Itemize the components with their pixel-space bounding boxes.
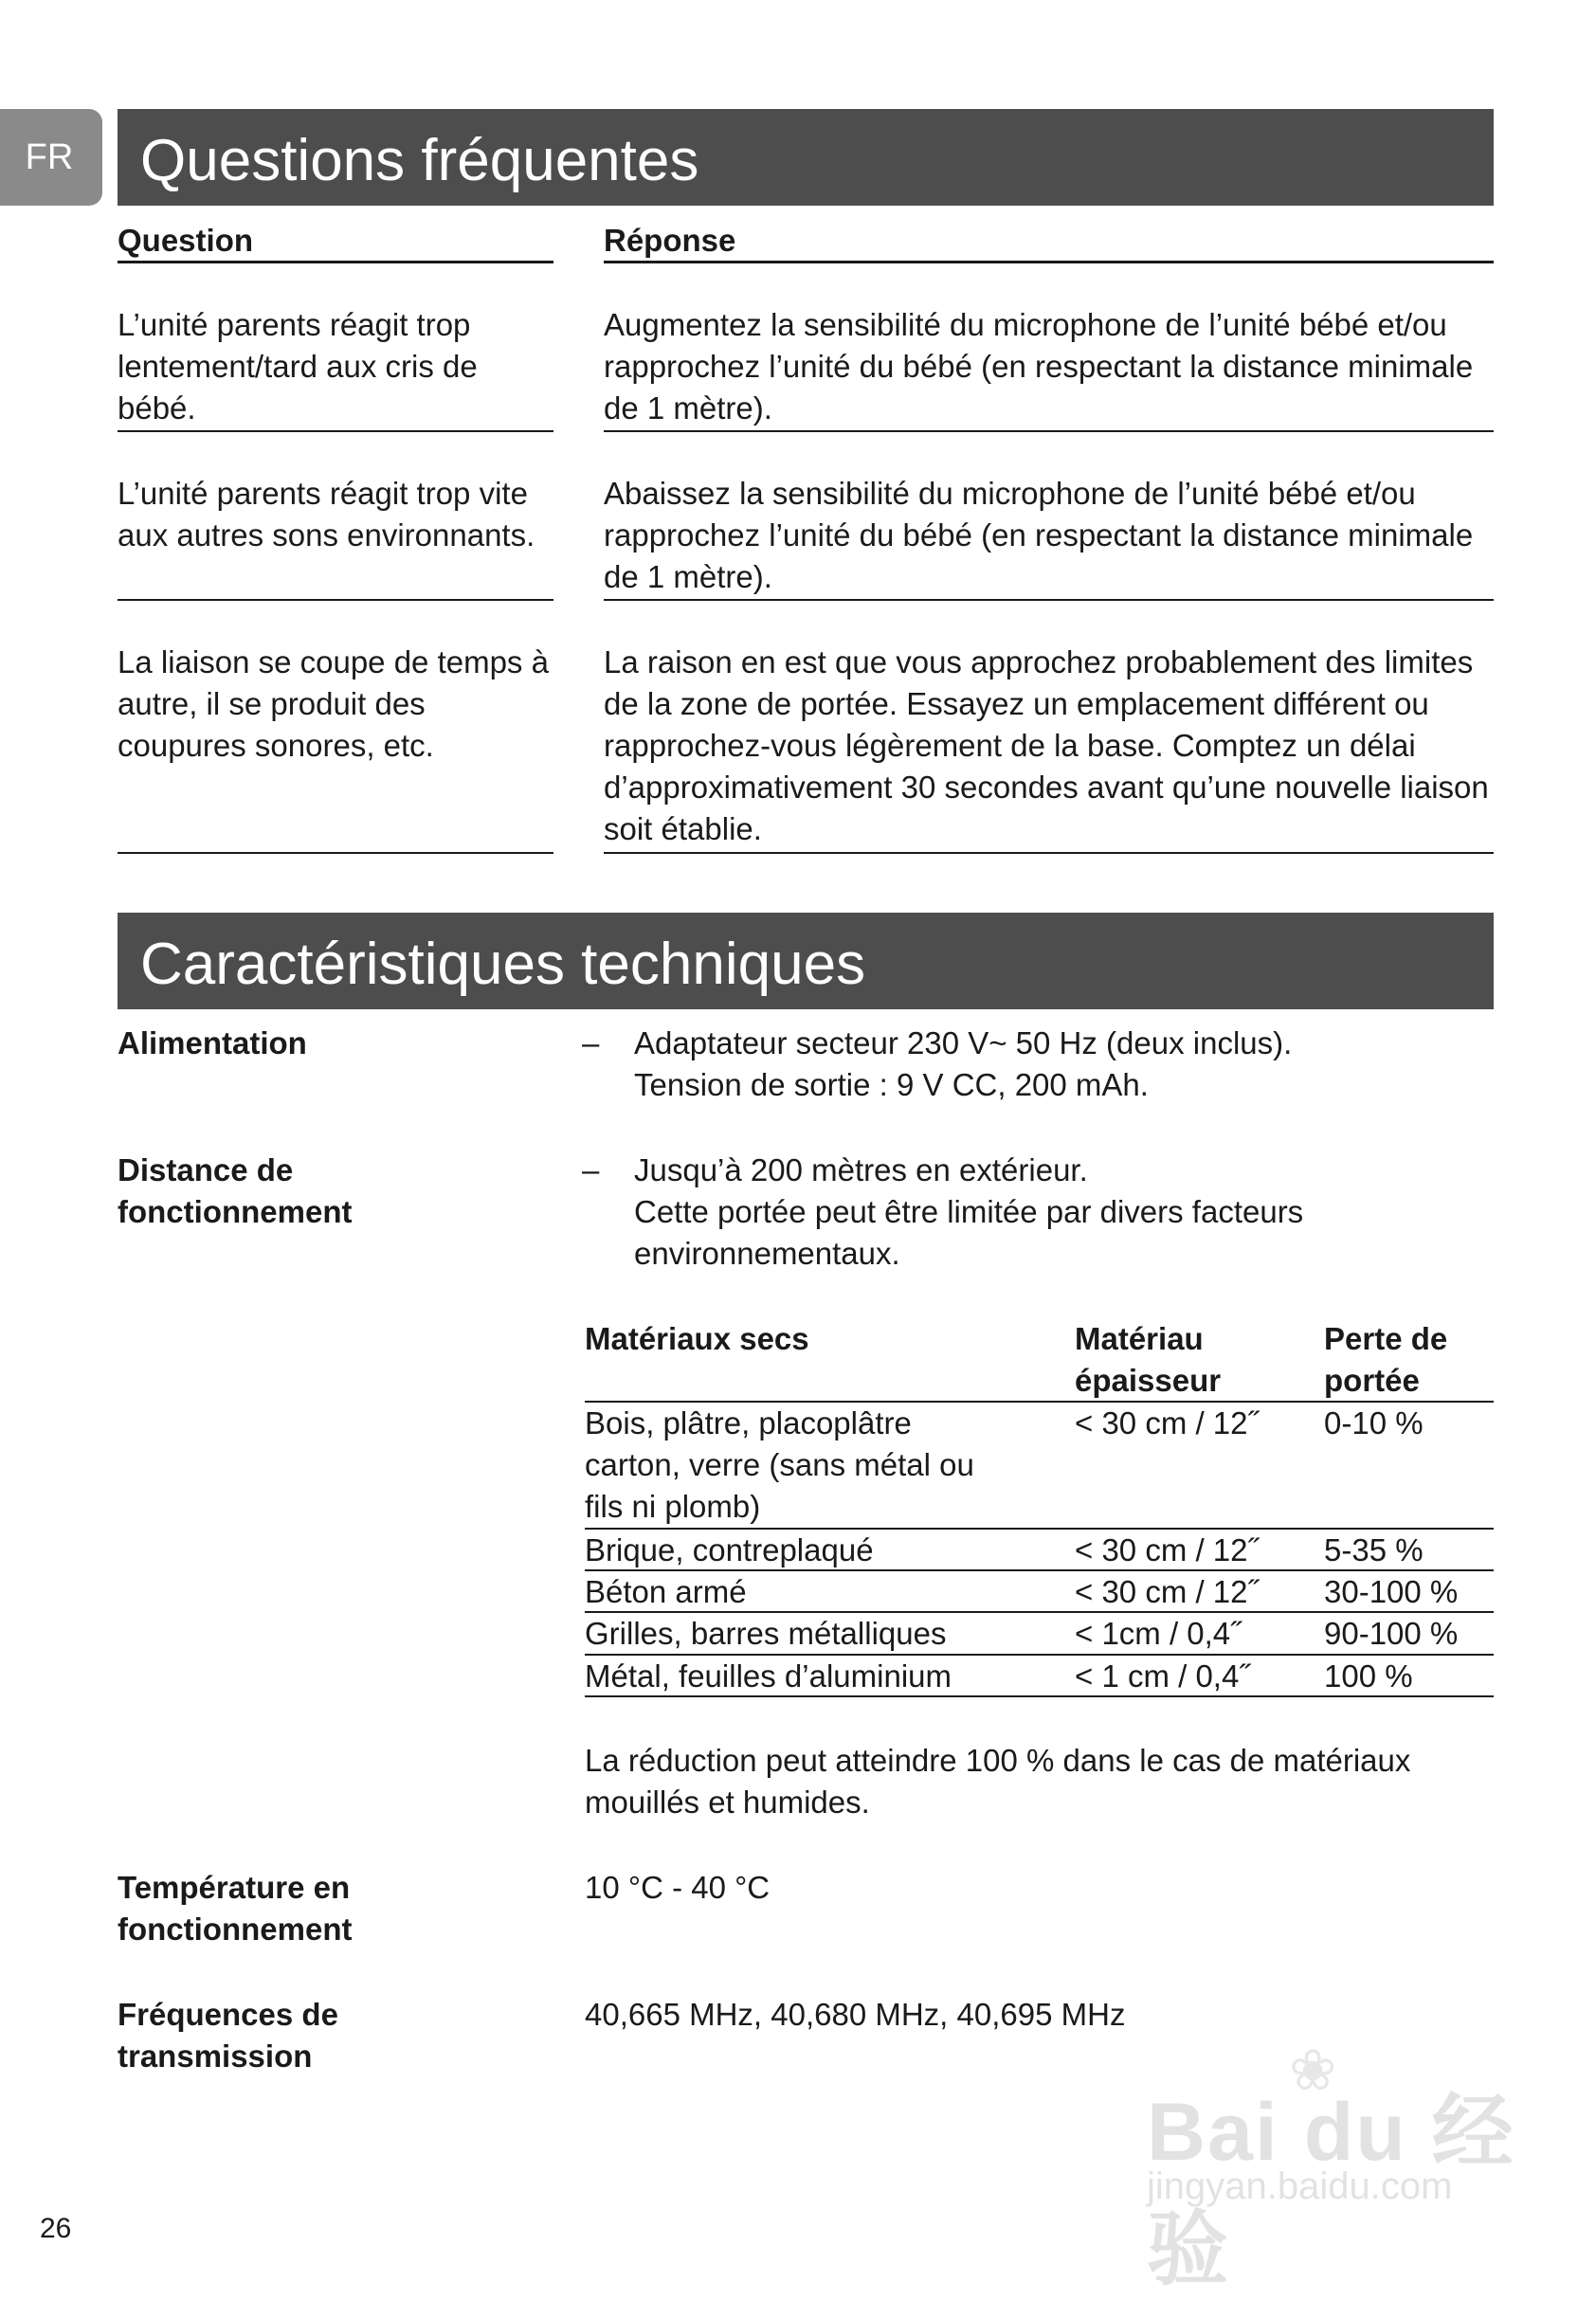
- faq-column-answer: Réponse: [604, 223, 736, 258]
- table-cell-loss: 100 %: [1324, 1658, 1413, 1694]
- spec-label-power: Alimentation: [118, 1025, 307, 1060]
- table-header-loss: Perte de portée: [1324, 1321, 1448, 1398]
- table-header-thickness: Matériau épaisseur: [1075, 1321, 1222, 1398]
- table-cell-loss: 5-35 %: [1324, 1532, 1424, 1567]
- page-number: 26: [40, 2213, 72, 2244]
- table-cell-material: Bois, plâtre, placoplâtre carton, verre (sans métal ou fils ni plomb): [585, 1405, 974, 1524]
- watermark-logo-text: Bai du 经验: [1147, 2087, 1515, 2295]
- baidu-watermark: [1137, 2038, 1526, 2295]
- table-cell-thickness: < 30 cm / 12˝: [1075, 1574, 1259, 1609]
- table-cell-thickness: < 1cm / 0,4˝: [1075, 1616, 1242, 1651]
- faq-row-rule-left: [118, 852, 553, 854]
- table-cell-material: Métal, feuilles d’aluminium: [585, 1658, 952, 1694]
- faq-header-rule-right: [604, 261, 1494, 263]
- faq-row-rule-right: [604, 430, 1494, 432]
- table-cell-thickness: < 30 cm / 12˝: [1075, 1405, 1259, 1440]
- table-cell-material: Brique, contreplaqué: [585, 1532, 874, 1567]
- table-cell-loss: 0-10 %: [1324, 1405, 1424, 1440]
- spec-dash: –: [582, 1025, 600, 1060]
- faq-row-rule-left: [118, 599, 553, 601]
- spec-value-frequencies: 40,665 MHz, 40,680 MHz, 40,695 MHz: [585, 1997, 1126, 2032]
- language-tab: FR: [0, 109, 102, 206]
- specs-section-title: Caractéristiques techniques: [118, 913, 1494, 1009]
- faq-section-title: Questions fréquentes: [118, 109, 1494, 206]
- materials-note: La réduction peut atteindre 100 % dans le cas de matériaux mouillés et humides.: [585, 1743, 1411, 1820]
- table-cell-material: Grilles, barres métalliques: [585, 1616, 947, 1651]
- faq-header-rule-left: [118, 261, 553, 263]
- faq-question: L’unité parents réagit trop vite aux autres sons environnants.: [118, 476, 535, 553]
- faq-row-rule-left: [118, 430, 553, 432]
- table-cell-loss: 90-100 %: [1324, 1616, 1459, 1651]
- spec-value-temperature: 10 °C - 40 °C: [585, 1870, 771, 1905]
- spec-label-temperature: Température en fonctionnement: [118, 1870, 353, 1947]
- table-cell-thickness: < 30 cm / 12˝: [1075, 1532, 1259, 1567]
- faq-row-rule-right: [604, 599, 1494, 601]
- faq-answer: Abaissez la sensibilité du microphone de l’unité bébé et/ou rapprochez l’unité du bébé (en respectant la distance minimale de 1 mètre).: [604, 476, 1474, 594]
- spec-value-power: Adaptateur secteur 230 V~ 50 Hz (deux inclus). Tension de sortie : 9 V CC, 200 mAh.: [634, 1025, 1293, 1102]
- table-cell-loss: 30-100 %: [1324, 1574, 1459, 1609]
- faq-question: L’unité parents réagit trop lentement/tard aux cris de bébé.: [118, 307, 478, 426]
- paw-icon: ❀: [1289, 2038, 1337, 2102]
- faq-answer: Augmentez la sensibilité du microphone de l’unité bébé et/ou rapprochez l’unité du bébé (en respectant la distance minimale de 1 mètre).: [604, 307, 1474, 426]
- spec-value-range: Jusqu’à 200 mètres en extérieur. Cette portée peut être limitée par divers facteurs environnementaux.: [634, 1152, 1304, 1271]
- watermark-url: jingyan.baidu.com: [1147, 2165, 1453, 2207]
- faq-row-rule-right: [604, 852, 1494, 854]
- spec-dash: –: [582, 1152, 600, 1187]
- faq-column-question: Question: [118, 223, 254, 258]
- table-header-material: Matériaux secs: [585, 1321, 809, 1356]
- faq-question: La liaison se coupe de temps à autre, il se produit des coupures sonores, etc.: [118, 644, 549, 763]
- spec-label-range: Distance de fonctionnement: [118, 1152, 353, 1229]
- table-rule: [585, 1695, 1494, 1697]
- spec-label-frequencies: Fréquences de transmission: [118, 1997, 338, 2074]
- table-cell-thickness: < 1 cm / 0,4˝: [1075, 1658, 1250, 1694]
- faq-answer: La raison en est que vous approchez probablement des limites de la zone de portée. Essayez un emplacement différent ou rapprochez-vous légèrement de la base. Comptez un délai d’approximativement 30 secondes avant qu’une nouvelle liaison soit établie.: [604, 644, 1489, 846]
- table-cell-material: Béton armé: [585, 1574, 747, 1609]
